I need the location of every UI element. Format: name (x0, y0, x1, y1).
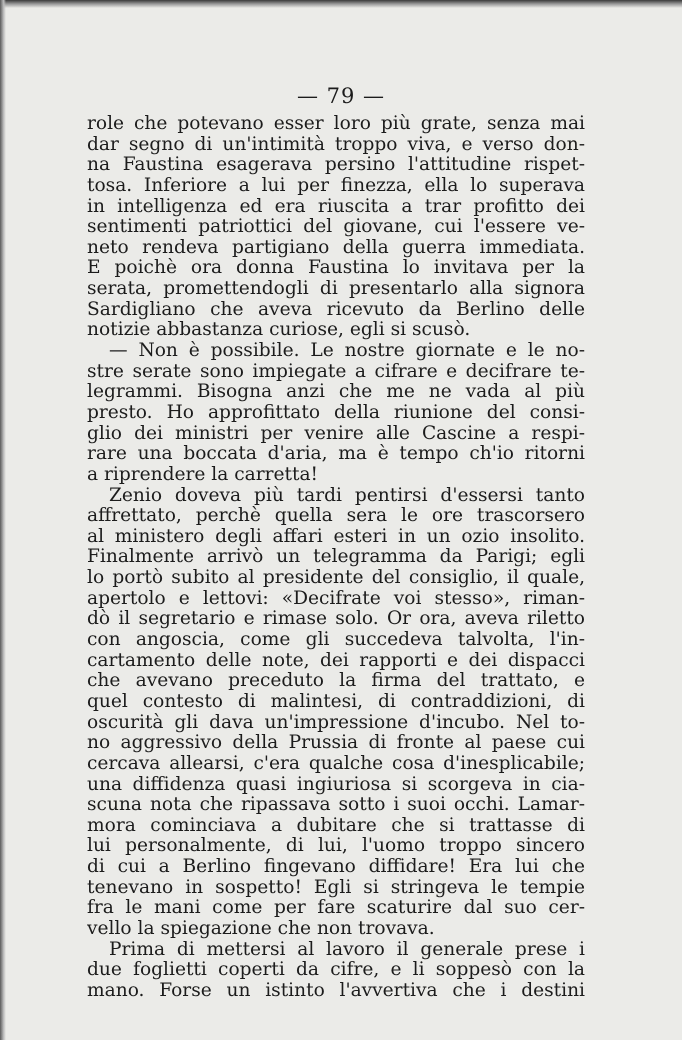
text-line: na Faustina esagerava persino l'attitudine rispet- (87, 155, 585, 176)
text-line: cartamento delle note, dei rapporti e dei dispacci (87, 650, 585, 671)
text-line: a riprendere la carretta! (87, 464, 319, 485)
text-line: Prima di mettersi al lavoro il generale prese i (109, 939, 585, 960)
text-line: Finalmente arrivò un telegramma da Parigi; egli (87, 547, 585, 568)
text-line: di cui a Berlino fingevano diffidare! Era lui che (87, 857, 585, 878)
text-line: Zenio doveva più tardi pentirsi d'essersi tanto (109, 485, 585, 506)
text-line: serata, promettendogli di presentarlo alla signora (87, 279, 585, 300)
text-line: rare una boccata d'aria, ma è tempo ch'io ritorni (87, 444, 585, 465)
text-line: tosa. Inferiore a lui per finezza, ella lo superava (87, 175, 585, 196)
text-line: mano. Forse un istinto l'avvertiva che i destini (87, 980, 585, 1001)
text-line: oscurità gli dava un'impressione d'incubo. Nel to- (87, 712, 585, 733)
page-number: — 79 — (296, 84, 386, 108)
text-line: lui personalmente, di lui, l'uomo troppo sincero (87, 836, 585, 857)
text-line: quel contesto di malintesi, di contraddizioni, di (87, 691, 585, 712)
text-line: E poichè ora donna Faustina lo invitava per la (87, 258, 585, 279)
text-line: presto. Ho approfittato della riunione del consi- (87, 402, 585, 423)
text-line: vello la spiegazione che non trovava. (87, 918, 435, 939)
text-line: legrammi. Bisogna anzi che me ne vada al più (87, 382, 585, 403)
text-line: no aggressivo della Prussia di fronte al paese cui (87, 733, 585, 754)
text-line: apertolo e lettovi: «Decifrate voi stesso», riman- (87, 588, 585, 609)
scan-top-edge-shadow (0, 0, 682, 8)
text-line: neto rendeva partigiano della guerra immediata. (87, 237, 585, 258)
text-line: che avevano preceduto la firma del trattato, e (87, 671, 585, 692)
text-line: due foglietti coperti da cifre, e li soppesò con la (87, 960, 585, 981)
text-line: — Non è possibile. Le nostre giornate e le no- (109, 341, 585, 362)
text-line: dar segno di un'intimità troppo viva, e verso don- (87, 134, 585, 155)
text-line: fra le mani come per fare scaturire dal suo cer- (87, 898, 585, 919)
text-line: sentimenti patriottici del giovane, cui l'essere ve- (87, 217, 585, 238)
text-line: con angoscia, come gli succedeva talvolta, l'in- (87, 630, 585, 651)
text-line: mora cominciava a dubitare che si trattasse di (87, 815, 585, 836)
text-line: scuna nota che ripassava sotto i suoi occhi. Lamar- (87, 795, 585, 816)
text-line: Sardigliano che aveva ricevuto da Berlino delle (87, 299, 585, 320)
text-line: in intelligenza ed era riuscita a trar profitto dei (87, 196, 585, 217)
text-line: notizie abbastanza curiose, egli si scusò. (87, 320, 471, 341)
text-line: glio dei ministri per venire alle Cascine a respi- (87, 423, 585, 444)
text-line: affrettato, perchè quella sera le ore trascorsero (87, 506, 585, 527)
scan-left-edge-shadow (0, 0, 6, 1040)
text-line: dò il segretario e rimase solo. Or ora, aveva riletto (87, 609, 585, 630)
text-line: una diffidenza quasi ingiuriosa si scorgeva in cia- (87, 774, 585, 795)
text-line: cercava allearsi, c'era qualche cosa d'inesplicabile; (87, 753, 585, 774)
text-line: lo portò subito al presidente del consiglio, il quale, (87, 568, 585, 589)
body-text (87, 114, 585, 1002)
text-line: role che potevano esser loro più grate, senza mai (87, 114, 585, 134)
text-line: stre serate sono impiegate a cifrare e decifrare te- (87, 361, 585, 382)
text-line: tenevano in sospetto! Egli si stringeva le tempie (87, 877, 585, 898)
text-line: al ministero degli affari esteri in un ozio insolito. (87, 526, 585, 547)
